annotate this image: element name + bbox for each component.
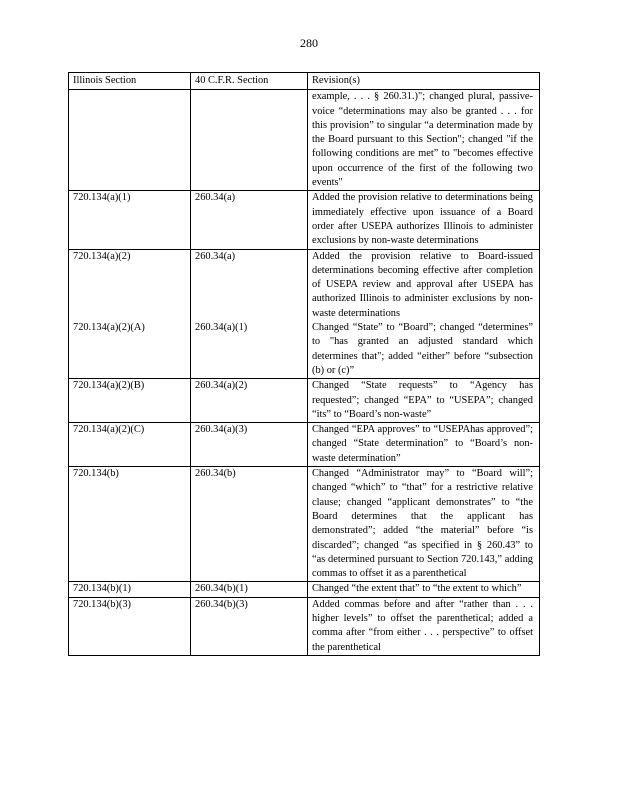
cfr-section-cell [191,191,308,249]
table-row [69,191,540,249]
cfr-section-cell [191,467,308,582]
illinois-section-cell-text: 720.134(a)(2)(B) [73,380,145,392]
revision-cell [308,467,540,582]
table-row [69,597,540,655]
illinois-section-cell-text: 720.134(a)(2) [73,250,131,262]
cfr-section-cell [191,249,308,379]
revisions-table [68,72,540,656]
revision-cell [308,191,540,249]
cfr-section-cell-text: 260.34(b)(1) [195,583,248,595]
revision-cell-text: Changed “State” to “Board”; changed “determines” to "has granted an adjusted standard which determines that"; added “either” before “subsection (b) or (c)” [312,322,533,376]
table-header-row [69,73,540,90]
cfr-section-cell-text: 260.34(a) [195,192,236,204]
illinois-section-cell-text: 720.134(a)(2)(A) [73,321,145,333]
illinois-section-cell-text: 720.134(b)(1) [73,583,132,595]
cfr-section-cell [191,582,308,597]
illinois-section-cell [69,582,191,597]
table-row [69,90,540,191]
cfr-section-cell-text: 260.34(b)(3) [195,598,248,610]
header-revisions: Revision(s) [308,73,540,90]
header-cfr-section: 40 C.F.R. Section [191,73,308,90]
revision-cell-text: Changed “the extent that” to “the extent to which” [312,583,522,595]
table-row [69,467,540,582]
illinois-section-cell-text: 720.134(a)(1) [73,192,131,204]
cfr-section-cell-text: 260.34(b) [195,468,236,480]
table-row [69,423,540,467]
table-row [69,249,540,379]
cfr-section-cell-text: 260.34(a)(2) [195,380,248,392]
revision-cell [308,249,540,379]
cfr-section-cell-text: 260.34(a)(3) [195,424,248,436]
illinois-section-cell [69,597,191,655]
revision-cell [308,582,540,597]
cfr-section-cell-text: 260.34(a)(1) [195,321,248,333]
table-row [69,379,540,423]
cfr-section-cell [191,379,308,423]
cfr-section-cell [191,597,308,655]
illinois-section-cell [69,191,191,249]
revision-cell [308,379,540,423]
revision-cell-text: Changed “Administrator may” to “Board will”; changed “which” to “that” for a restrictive relative clause; changed “applicant demonstrates” to “the Board determines that the applicant has demonstrated”; added “the material” before “is discarded”; changed “as specified in § 260.43” to “as determined pursuant to Section 720.143,” adding commas to offset it as a parenthetical [312,468,533,580]
illinois-section-cell [69,423,191,467]
illinois-section-cell [69,379,191,423]
revision-cell-text: Changed “EPA approves” to “USEPAhas approved”; changed “State determination” to “Board’s non-waste determination” [312,424,533,464]
revision-cell [308,423,540,467]
cfr-section-cell-text: 260.34(a) [195,250,236,262]
cfr-section-cell [191,423,308,467]
illinois-section-cell [69,90,191,191]
revision-cell-text: Added the provision relative to determinations being immediately effective upon issuance of a Board order after USEPA authorizes Illinois to administer exclusions by non-waste determinations [312,192,533,247]
illinois-section-cell-text: 720.134(b) [73,468,119,480]
revision-cell-text: Added commas before and after “rather than . . . higher levels” to offset the parenthetical; added a comma after “from either . . . perspective” to offset the parenthetical [312,598,533,653]
revision-cell-text: Added the provision relative to Board-issued determinations becoming effective after completion of USEPA review and approval after USEPA has authorized Illinois to administer exclusions by non-waste determinations [312,250,533,319]
illinois-section-cell [69,249,191,379]
illinois-section-cell [69,467,191,582]
illinois-section-cell-text: 720.134(a)(2)(C) [73,424,145,436]
revision-cell-text: Changed “State requests” to “Agency has requested”; changed “EPA” to “USEPA”; changed “its” to “Board’s non-waste” [312,380,533,420]
revision-cell [308,90,540,191]
table-row [69,582,540,597]
revision-cell [308,597,540,655]
cfr-section-cell [191,90,308,191]
header-illinois-section: Illinois Section [69,73,191,90]
revision-cell-text: example, . . . § 260.31.)"; changed plural, passive-voice “determinations may also be granted . . . for this provision” to singular “a determination made by the Board pursuant to this Section"; changed "if the following conditions are met” to "becomes effective upon occurrence of the first of the following two events" [312,91,533,189]
illinois-section-cell-text: 720.134(b)(3) [73,598,132,610]
page-number: 280 [300,36,318,50]
